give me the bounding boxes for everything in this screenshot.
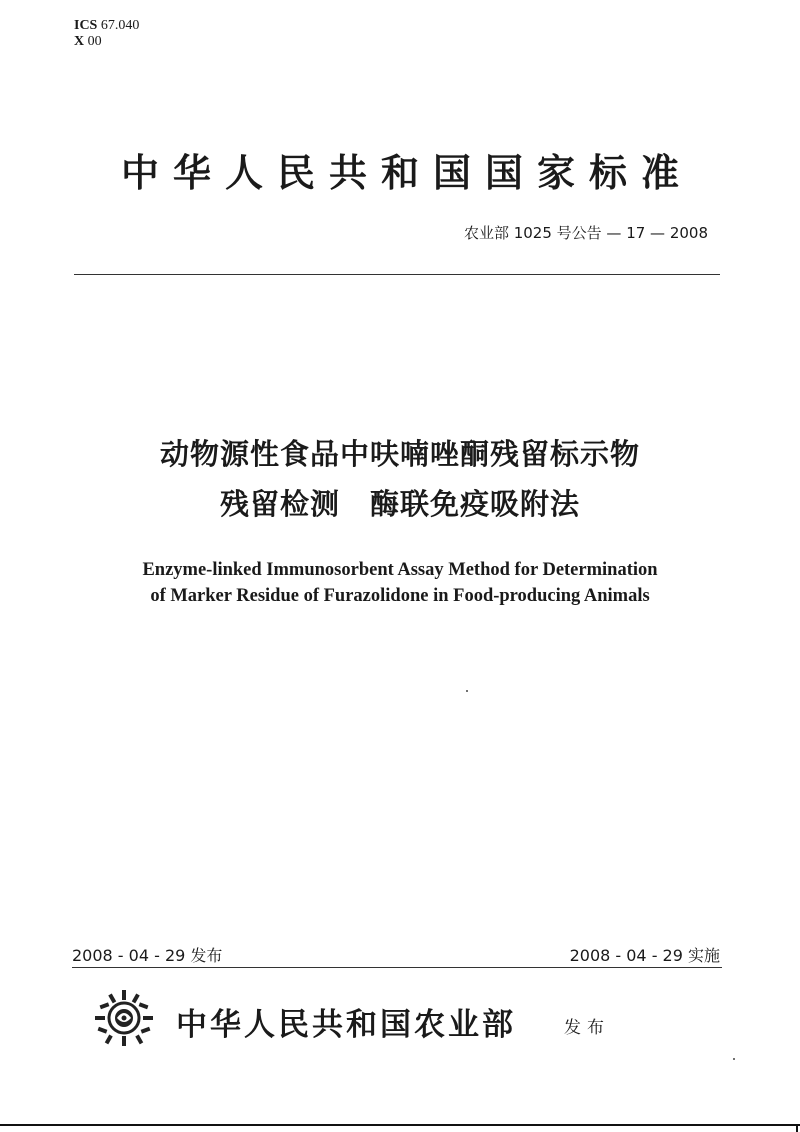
publish-date: 2008 - 04 - 29 发布	[72, 946, 223, 965]
english-title-line-1: Enzyme-linked Immunosorbent Assay Method for Determination	[142, 560, 658, 580]
standard-number: 农业部 1025 号公告 — 17 — 2008	[463, 224, 708, 242]
chinese-title-line-2: 残留检测 酶联免疫吸附法	[219, 487, 580, 521]
issue-label: 发布	[564, 1018, 610, 1038]
page-corner-edge	[796, 1124, 798, 1132]
scan-speck	[466, 690, 468, 692]
classification-codes	[74, 18, 139, 50]
ics-line	[74, 18, 139, 34]
national-standard-title: 中华人民共和国国家标准	[120, 151, 693, 195]
top-divider	[74, 274, 720, 275]
bottom-divider	[72, 967, 722, 968]
page-bottom-edge	[0, 1124, 800, 1126]
ics-label: ICS	[74, 18, 98, 33]
ministry-emblem-icon	[92, 988, 156, 1048]
english-title-line-2: of Marker Residue of Furazolidone in Food-producing Animals	[150, 586, 650, 606]
chinese-title-line-1: 动物源性食品中呋喃唑酮残留标示物	[159, 437, 640, 471]
ccs-code: 00	[87, 34, 102, 49]
ccs-line	[74, 34, 139, 50]
issuing-ministry: 中华人民共和国农业部	[176, 1007, 516, 1043]
ccs-label: X	[74, 34, 85, 49]
scan-speck	[733, 1058, 735, 1060]
implementation-date: 2008 - 04 - 29 实施	[569, 946, 720, 965]
ics-code: 67.040	[100, 18, 140, 33]
